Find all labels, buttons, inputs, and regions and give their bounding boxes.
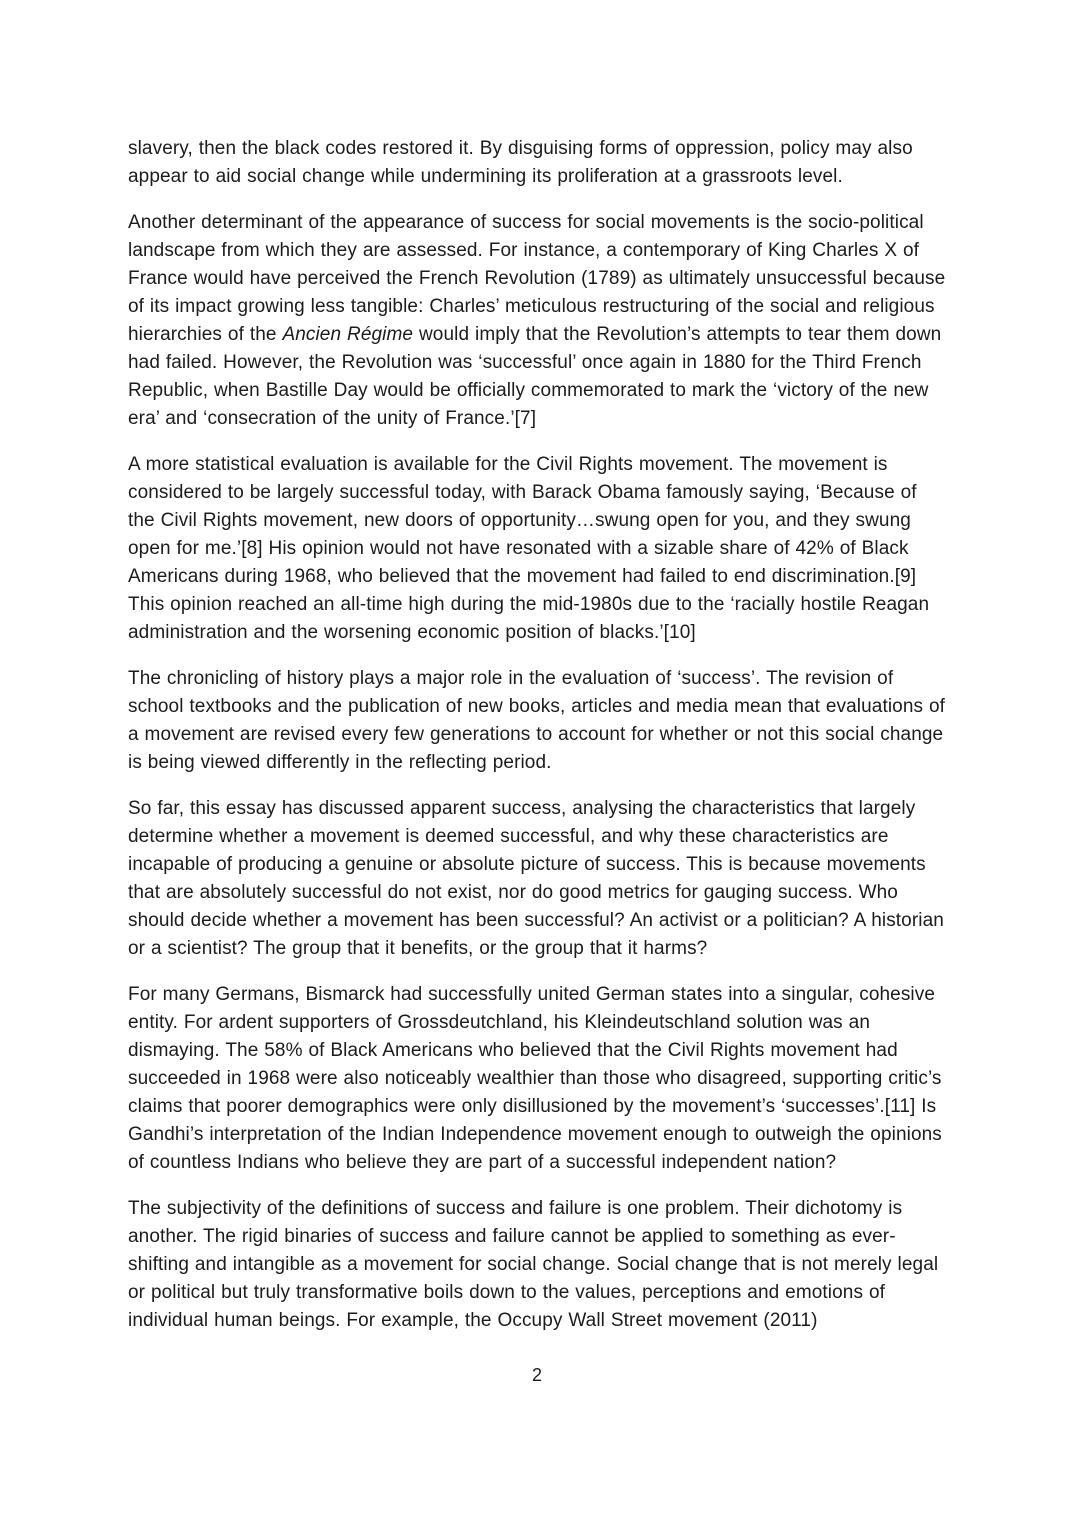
paragraph-french-revolution-post: would imply that the Revolution’s attempts to tear them down had failed. However, the Revolution was ‘successful’ once again in 1880 for the Third French Republic, when Bastille Day would be officially commemorated to mark the ‘victory of the new era’ and ‘consecration of the unity of France.’[7] bbox=[128, 324, 942, 429]
paragraph-slavery-black-codes: slavery, then the black codes restored it. By disguising forms of oppression, policy may also appear to aid social change while undermining its proliferation at a grassroots level. bbox=[128, 138, 913, 187]
paragraph-civil-rights-statistics: A more statistical evaluation is available for the Civil Rights movement. The movement is considered to be largely successful today, with Barack Obama famously saying, ‘Because of the Civil Rights movement, new doors of opportunity…swung open for you, and they swung open for me.’[8] His opinion would not have resonated with a sizable share of 42% of Black Americans during 1968, who believed that the movement had failed to end discrimination.[9] This opinion reached an all-time high during the mid-1980s due to the ‘racially hostile Reagan administration and the worsening economic position of blacks.’[10] bbox=[128, 454, 930, 643]
paragraph-subjectivity-definitions: The subjectivity of the definitions of success and failure is one problem. Their dichotomy is another. The rigid binaries of success and failure cannot be applied to something as ever-shifting and intangible as a movement for social change. Social change that is not merely legal or political but truly transformative boils down to the values, perceptions and emotions of individual human beings. For example, the Occupy Wall Street movement (2011) bbox=[128, 1198, 939, 1331]
page-number: 2 bbox=[531, 1365, 542, 1385]
italic-phrase-ancien-regime: Ancien Régime bbox=[282, 324, 414, 345]
paragraph-french-revolution bbox=[128, 209, 946, 433]
paragraph-french-revolution-pre: Another determinant of the appearance of success for social movements is the socio-political landscape from which they are assessed. For instance, a contemporary of King Charles X of France would have perceived the French Revolution (1789) as ultimately unsuccessful because of its impact growing less tangible: Charles’ meticulous restructuring of the social and religious hierarchies of the bbox=[128, 212, 946, 345]
essay-text-column bbox=[128, 135, 946, 1335]
paragraph-chronicling-of-history: The chronicling of history plays a major role in the evaluation of ‘success’. The revision of school textbooks and the publication of new books, articles and media mean that evaluations of a movement are revised every few generations to account for whether or not this social change is being viewed differently in the reflecting period. bbox=[128, 668, 946, 773]
paragraph-apparent-success-summary: So far, this essay has discussed apparent success, analysing the characteristics that largely determine whether a movement is deemed successful, and why these characteristics are incapable of producing a genuine or absolute picture of success. This is because movements that are absolutely successful do not exist, nor do good metrics for gauging success. Who should decide whether a movement has been successful? An activist or a politician? A historian or a scientist? The group that it benefits, or the group that it harms? bbox=[128, 798, 944, 959]
paragraph-bismarck-gandhi: For many Germans, Bismarck had successfully united German states into a singular, cohesive entity. For ardent supporters of Grossdeutchland, his Kleindeutschland solution was an dismaying. The 58% of Black Americans who believed that the Civil Rights movement had succeeded in 1968 were also noticeably wealthier than those who disagreed, supporting critic’s claims that poorer demographics were only disillusioned by the movement’s ‘successes’.[11] Is Gandhi’s interpretation of the Indian Independence movement enough to outweigh the opinions of countless Indians who believe they are part of a successful independent nation? bbox=[128, 984, 942, 1173]
